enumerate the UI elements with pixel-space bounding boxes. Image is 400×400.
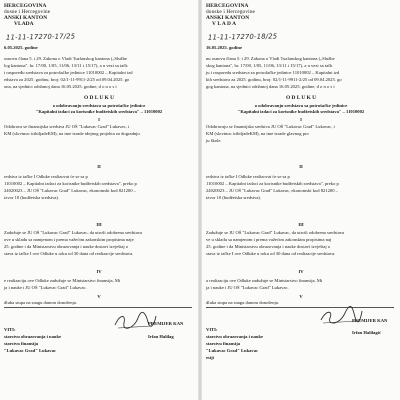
decision-subtitle: "Kapitalni izdaci za korisnike budžetskih sredstava" – 11010002 [237,109,365,114]
article-text: stava iz tačke I ove Odluke u roku od 30 dana od realizacije sredstava. [206,251,336,256]
delivery-item: starstvu finansija [4,341,39,346]
preamble-line: gog kantona, na sjednici održanoj dana 16.05.2025. godine, d o n o s i [206,84,335,89]
delivery-label: VITI: [206,327,218,332]
document-page-left [0,0,198,400]
article-label: V [97,294,101,299]
header-line: ANSKI KANTON [206,15,250,21]
header-line: donske i Hercegovine [206,9,256,15]
signature-title: PREMIJER KAN [352,318,388,323]
article-text: KM (slovima: trihiljadeKM), na ime izrade idejnog projekta za dogradnju [4,131,140,136]
delivery-label: VITI: [4,327,16,332]
delivery-item: "Lukavac Grad" Lukavac [206,348,259,353]
decision-subtitle: "Kapitalni izdaci za korisnike budžetskih sredstava" – 11010002 [35,109,163,114]
article-text: Zadužuje se JU OŠ "Lukavac Grad" Lukavac, da utroši odobrena sredstava [206,230,345,235]
decision-title: O D L U K U [285,95,317,101]
header-line: HERCEGOVINA [206,3,249,9]
article-text: Odobravaju se finansijska sredstva JU OŠ "Lukavac Grad" Lukavac, i [206,124,335,129]
article-label: II [299,164,303,169]
article-text: izvor 10 (budžetska sredstva). [4,195,60,200]
article-label: II [97,164,101,169]
header-line: V L A D A [212,21,237,27]
delivery-item: esiji [206,355,214,360]
header-line: dosne i Hercegovine [4,9,51,15]
delivery-item: starstvu finansija [206,341,241,346]
article-label: IV [298,269,304,274]
decision-subtitle: o odobravanju sredstava sa potrošačke jedinice [254,103,348,108]
article-text: dluka stupa na snagu danom donošenja. [4,300,77,305]
article-text: ve u skladu sa namjenom i prema važećim zakonskim propisima naj [206,237,332,242]
article-label: I [98,117,100,122]
document-date: 6.05.2025. godine [4,45,38,50]
article-text: 24020023 – JU OŠ "Lukavac Grad" Lukavac, ekonomski kod 821200 – [4,188,136,193]
article-text: 11010002 – Kapitalni izdaci za korisnike budžetskih sredstava", preko p [4,181,137,186]
handwritten-signature [318,306,364,328]
header-line: ANSKI KANTON [4,15,48,21]
delivery-item: starstvu obrazovanja i nauke [206,334,264,339]
document-date: 16.05.2025. godine [206,45,242,50]
preamble-line: osnovu člana 5. i 29. Zakona o Vladi Tuzlanskog kantona („Službe [4,56,127,61]
preamble-line: edstava za 2025. godinu, broj: 02/1-11-9911-2/25 od 09.04.2025. go [4,77,130,82]
article-text: 11010002 – Kapitalni izdaci za korisnike budžetskih sredstava", preko p [206,181,339,186]
article-text: ja i nauke i JU OŠ "Lukavac Grad" Lukavac. [206,285,289,290]
article-text: Odobrava se finansijska sredstva JU OŠ "Lukavac Grad" Lukavac, i [4,124,130,129]
article-label: V [299,294,303,299]
delivery-item: "Lukavac Grad" Lukavac [4,348,57,353]
header-line: VLADA [14,21,34,27]
signature-name: Irfan Halilagić [352,330,381,335]
article-label: IV [96,269,102,274]
article-text: 24020023 – JU OŠ "Lukavac Grad" Lukavac, ekonomski kod 821200 – [206,188,338,193]
article-text: e realizaciju ove Odluke zadužuje se Ministarstvo finansija, Mi [4,278,121,283]
article-text: Zadužuje se JU OŠ "Lukavac Grad" Lukavac, da utroši odobrena sredstava [4,230,143,235]
preamble-line: kih sredstava za 2025. godinu, broj: 02/1-11-9911-2/25 od 09.04.2025. go [206,77,342,82]
preamble-line: i raspoređu sredstava za potrošačke jedinice 11010002 – Kapitalni izd [4,70,133,75]
article-label: III [298,222,304,227]
article-text: redstva iz tačke I Odluke realizovat će se sa p [206,174,290,179]
preamble-line: ju i rasporedu sredstava za potrošačke jedinice 11010002 – Kapitalni izd [206,70,340,75]
article-text: ju škole. [206,138,222,143]
signature-name: Irfan Halilag [148,334,174,339]
article-text: KM (slovima: trihiljadeKM), na ime izrade glavnog pro [206,131,309,136]
preamble-line: skog kantona", br. 17/00, 1/05, 11/06, 13/11 i 15/17), a u vezi sa tačk [206,63,333,68]
handwritten-ref-number: 11-11-17270-18/25 [207,32,278,42]
signature-title: PREMIJER KAN [148,321,184,326]
separator-line [206,307,394,308]
article-label: I [300,117,302,122]
delivery-item: starstvu obrazovanja i nauke [4,334,62,339]
handwritten-signature [112,310,158,332]
preamble-line: nu osnovu člana 5. i 29. Zakona o Vladi Tuzlanskog kantona („Službe [206,56,335,61]
decision-title: O D L U K U [83,95,115,101]
article-text: 25. godine i da Ministarstvu obrazovanja i nauke dostavi izvještaj o [4,244,129,249]
document-page-right [202,0,400,400]
handwritten-ref-number: 11-11-17270-17/25 [5,32,76,42]
article-label: III [96,222,102,227]
article-text: stava iz tačke I ove Odluke u roku od 30 dana od realizacije sredstava. [4,251,134,256]
decision-subtitle: o odobravanju sredstava sa potrošačke jedinice [52,103,146,108]
separator-line [4,307,192,308]
article-text: ove u skladu sa namjenom i prema važećim zakonskim propisima naje [4,237,134,242]
preamble-line: ona, na sjednici održanoj dana 16.05.2025. godine, d o n o s i [4,84,117,89]
header-line: HERCEGOVINA [4,3,47,9]
article-text: dluka stupa na snagu danom donošenja. [206,300,279,305]
article-text: 25. godine i da Ministarstvu obrazovanja i nauke dostavi izvještaj o [206,244,331,249]
article-text: redstva iz tačke I Odluke realizovat će se sa p [4,174,88,179]
article-text: a realizaciju ove Odluke zadužuje se Ministarstvo finansija, Mi [206,278,323,283]
article-text: izvor 10 (budžetska sredstva). [206,195,262,200]
preamble-line: log kantona", br. 17/00, 1/05, 11/06, 13/11 i 15/17), a u vezi sa tačk [4,63,128,68]
article-text: ja i nauke i JU OŠ "Lukavac Grad" Lukavac. [4,285,87,290]
